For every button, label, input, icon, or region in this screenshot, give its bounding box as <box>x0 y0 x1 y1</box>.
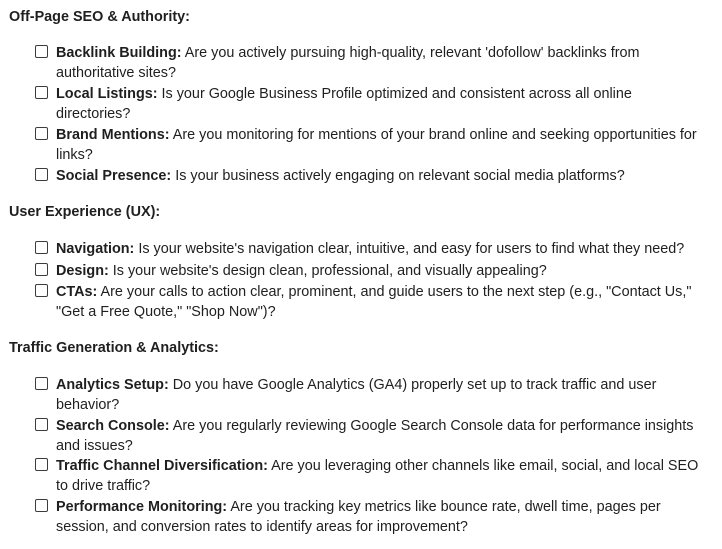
item-title: Navigation: <box>56 241 135 257</box>
checklist-item-design <box>35 261 705 281</box>
checklist-item-performance-monitoring <box>35 497 705 537</box>
item-text <box>56 456 705 496</box>
item-title: Brand Mentions: <box>56 127 170 143</box>
checklist-item-brand-mentions <box>35 125 705 165</box>
item-description: Is your business actively engaging on relevant social media platforms? <box>171 168 625 184</box>
item-text <box>56 375 705 415</box>
item-title: Design: <box>56 263 109 279</box>
item-description: Are you regularly reviewing Google Search Console data for performance insights and issues? <box>56 418 694 454</box>
item-title: Performance Monitoring: <box>56 499 228 515</box>
section-heading-off-page-seo: Off-Page SEO & Authority: <box>9 9 190 25</box>
checkbox[interactable] <box>35 86 48 99</box>
item-description: Do you have Google Analytics (GA4) properly set up to track traffic and user behavior? <box>56 377 657 413</box>
item-title: Social Presence: <box>56 168 172 184</box>
item-title: Local Listings: <box>56 86 158 102</box>
checklist-item-local-listings <box>35 84 705 124</box>
item-title: Search Console: <box>56 418 170 434</box>
checklist-item-search-console <box>35 416 705 456</box>
item-description: Are you tracking key metrics like bounce rate, dwell time, pages per session, and conversion rates to identify areas for improvement? <box>56 499 661 535</box>
checkbox[interactable] <box>35 418 48 431</box>
item-title: CTAs: <box>56 284 98 300</box>
section-heading-traffic-analytics: Traffic Generation & Analytics: <box>9 340 219 356</box>
item-text <box>56 261 705 281</box>
item-text <box>56 43 705 83</box>
item-text <box>56 125 705 165</box>
checklist-item-backlink-building <box>35 43 705 83</box>
item-text <box>56 282 705 322</box>
checkbox[interactable] <box>35 284 48 297</box>
item-text <box>56 497 705 537</box>
item-description: Are you actively pursuing high-quality, relevant 'dofollow' backlinks from authoritative sites? <box>56 45 640 81</box>
checkbox[interactable] <box>35 127 48 140</box>
item-text <box>56 239 705 259</box>
checklist-item-analytics-setup <box>35 375 705 415</box>
checklist-item-social-presence <box>35 166 705 186</box>
item-title: Traffic Channel Diversification: <box>56 458 268 474</box>
item-title: Analytics Setup: <box>56 377 169 393</box>
checkbox[interactable] <box>35 168 48 181</box>
item-description: Is your Google Business Profile optimized and consistent across all online directories? <box>56 86 632 122</box>
item-description: Are you leveraging other channels like email, social, and local SEO to drive traffic? <box>56 458 699 494</box>
checklist-item-ctas <box>35 282 705 322</box>
checklist-item-navigation <box>35 239 705 259</box>
checkbox[interactable] <box>35 241 48 254</box>
checkbox[interactable] <box>35 263 48 276</box>
item-description: Is your website's design clean, professional, and visually appealing? <box>108 263 547 279</box>
checkbox[interactable] <box>35 458 48 471</box>
item-description: Are you monitoring for mentions of your brand online and seeking opportunities for links? <box>56 127 697 163</box>
item-text <box>56 84 705 124</box>
checkbox[interactable] <box>35 499 48 512</box>
checkbox[interactable] <box>35 377 48 390</box>
item-description: Are your calls to action clear, prominent, and guide users to the next step (e.g., "Contact Us," "Get a Free Quote," "Shop Now")? <box>56 284 692 320</box>
section-heading-user-experience: User Experience (UX): <box>9 204 161 220</box>
item-title: Backlink Building: <box>56 45 182 61</box>
checkbox[interactable] <box>35 45 48 58</box>
item-text <box>56 416 705 456</box>
item-text <box>56 166 705 186</box>
checklist-item-traffic-channel-diversification <box>35 456 705 496</box>
item-description: Is your website's navigation clear, intuitive, and easy for users to find what they need? <box>134 241 685 257</box>
